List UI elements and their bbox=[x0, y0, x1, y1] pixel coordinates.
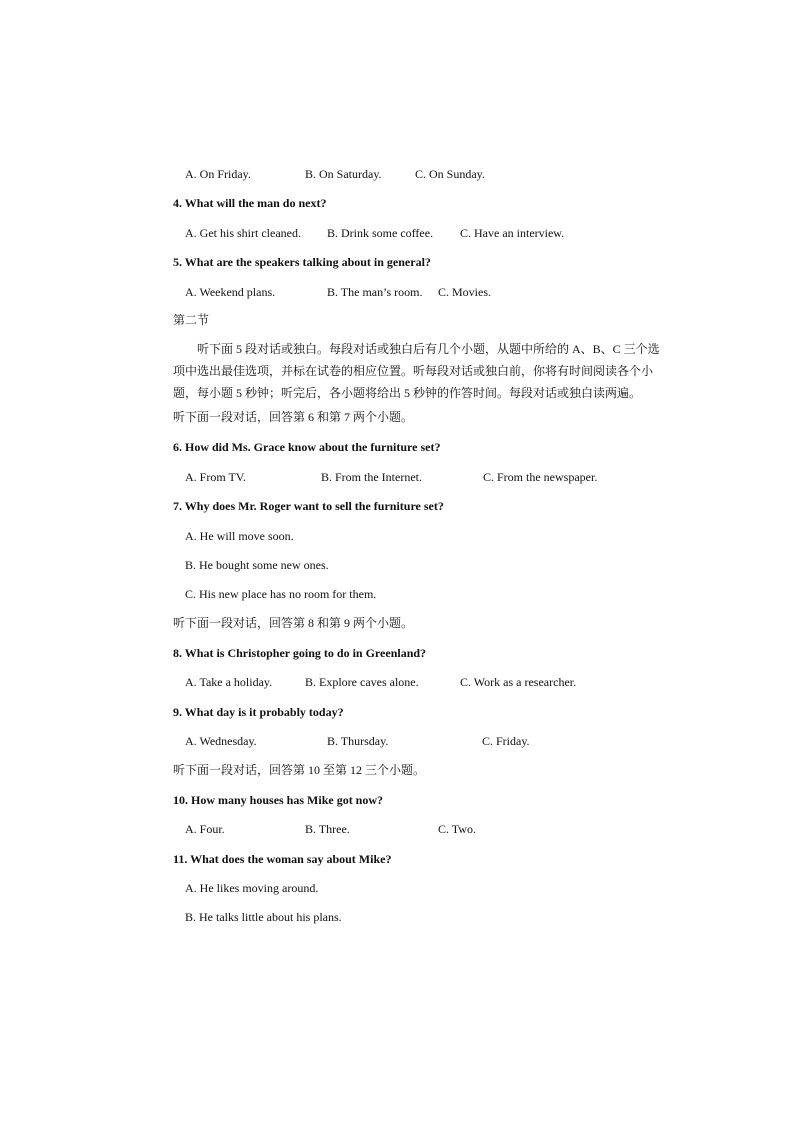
q10-question: 10. How many houses has Mike got now? bbox=[173, 793, 384, 807]
instruction-line-3: 题，每小题 5 秒钟；听完后，各小题将给出 5 秒钟的作答时间。每段对话或独白读两遍。 bbox=[173, 386, 642, 400]
q3-option-a[interactable]: A. On Friday. bbox=[185, 167, 251, 181]
instruction-line-2: 项中选出最佳选项，并标在试卷的相应位置。听每段对话或独白前，你将有时间阅读各个小 bbox=[173, 364, 654, 378]
q7-question: 7. Why does Mr. Roger want to sell the furniture set? bbox=[173, 499, 444, 513]
q5-option-c[interactable]: C. Movies. bbox=[438, 285, 492, 299]
instruction-line-1: 听下面 5 段对话或独白。每段对话或独白后有几个小题，从题中所给的 A、B、C 三个选 bbox=[197, 342, 660, 356]
q5-question: 5. What are the speakers talking about in general? bbox=[173, 255, 431, 269]
q6-option-c[interactable]: C. From the newspaper. bbox=[483, 470, 598, 484]
q9-option-a[interactable]: A. Wednesday. bbox=[185, 734, 257, 748]
q10-option-a[interactable]: A. Four. bbox=[185, 822, 225, 836]
dialog-intro: 听下面一段对话，回答第 10 至第 12 三个小题。 bbox=[173, 763, 426, 777]
q6-question: 6. How did Ms. Grace know about the furniture set? bbox=[173, 440, 441, 454]
dialog-intro: 听下面一段对话，回答第 8 和第 9 两个小题。 bbox=[173, 616, 414, 630]
q9-option-b[interactable]: B. Thursday. bbox=[327, 734, 389, 748]
q9-option-c[interactable]: C. Friday. bbox=[482, 734, 530, 748]
q6-option-b[interactable]: B. From the Internet. bbox=[321, 470, 422, 484]
q7-option-c[interactable]: C. His new place has no room for them. bbox=[185, 587, 377, 601]
dialog-intro: 听下面一段对话，回答第 6 和第 7 两个小题。 bbox=[173, 410, 414, 424]
q8-option-b[interactable]: B. Explore caves alone. bbox=[305, 675, 419, 689]
q8-option-c[interactable]: C. Work as a researcher. bbox=[460, 675, 577, 689]
q5-option-b[interactable]: B. The man’s room. bbox=[327, 285, 423, 299]
section-title: 第二节 bbox=[173, 313, 210, 327]
q4-question: 4. What will the man do next? bbox=[173, 196, 327, 210]
q4-option-b[interactable]: B. Drink some coffee. bbox=[327, 226, 434, 240]
q7-option-a[interactable]: A. He will move soon. bbox=[185, 529, 294, 543]
section-instructions bbox=[173, 338, 695, 404]
q9-question: 9. What day is it probably today? bbox=[173, 705, 344, 719]
q11-question: 11. What does the woman say about Mike? bbox=[173, 852, 392, 866]
q3-option-b[interactable]: B. On Saturday. bbox=[305, 167, 382, 181]
q11-option-b[interactable]: B. He talks little about his plans. bbox=[185, 910, 342, 924]
q10-option-b[interactable]: B. Three. bbox=[305, 822, 350, 836]
q3-option-c[interactable]: C. On Sunday. bbox=[415, 167, 485, 181]
q7-option-b[interactable]: B. He bought some new ones. bbox=[185, 558, 329, 572]
q4-option-c[interactable]: C. Have an interview. bbox=[460, 226, 565, 240]
q8-option-a[interactable]: A. Take a holiday. bbox=[185, 675, 273, 689]
q6-option-a[interactable]: A. From TV. bbox=[185, 470, 246, 484]
q4-option-a[interactable]: A. Get his shirt cleaned. bbox=[185, 226, 301, 240]
q10-option-c[interactable]: C. Two. bbox=[438, 822, 476, 836]
q11-option-a[interactable]: A. He likes moving around. bbox=[185, 881, 319, 895]
q5-option-a[interactable]: A. Weekend plans. bbox=[185, 285, 276, 299]
q8-question: 8. What is Christopher going to do in Greenland? bbox=[173, 646, 427, 660]
